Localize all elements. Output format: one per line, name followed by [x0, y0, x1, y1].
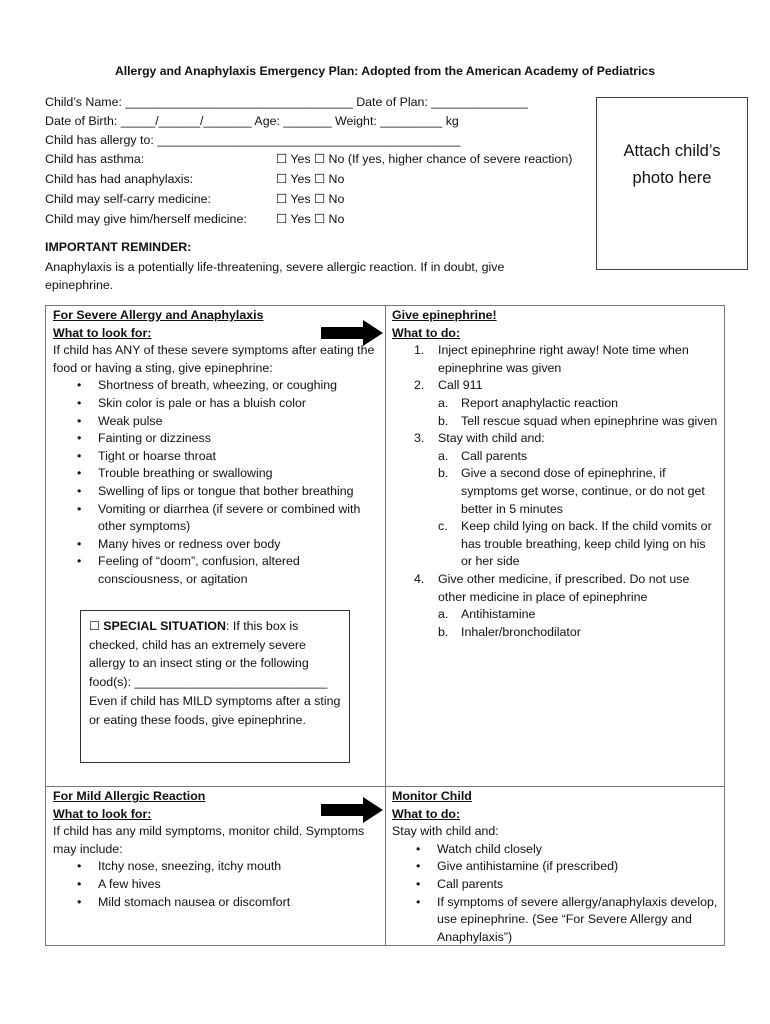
severe-symptom-item: • Feeling of “doom”, confusion, altered consciousness, or agitation [53, 553, 383, 588]
epi-substep-letter: a. [438, 448, 449, 463]
severe-intro: If child has ANY of these severe symptoms after eating the food or having a sting, give epinephrine: [53, 343, 375, 375]
reminder-text: Anaphylaxis is a potentially life-threatening, severe allergic reaction. If in doubt, give epinephrine. [45, 260, 505, 292]
epi-substep [438, 448, 718, 466]
severe-allergy-cell [53, 307, 383, 589]
severe-symptom-item: • Shortness of breath, wheezing, or coughing [53, 377, 383, 395]
epi-substep-letter: b. [438, 413, 449, 428]
childs-name-label: Child’s Name: _________________________________ Date of Plan: ______________ [45, 95, 528, 109]
special-situation-text-2: Even if child has MILD symptoms after a sting or eating these foods, give epinephrine. [89, 693, 341, 727]
epi-step-text: Stay with child and: [438, 431, 545, 446]
special-situation-label: SPECIAL SITUATION [103, 619, 226, 633]
severe-symptom-list [53, 377, 383, 588]
epi-substep [438, 413, 718, 431]
special-situation-text: : If this box is checked, child has an extremely severe allergy to an insect sting or the following food(s): ____________________________ [89, 619, 328, 690]
photo-box [596, 97, 748, 270]
severe-symptom-item: • Many hives or redness over body [53, 536, 383, 554]
monitor-steps-list [392, 841, 718, 947]
epi-step [392, 571, 718, 641]
date-of-birth-field[interactable] [45, 112, 459, 130]
childs-name-field[interactable] [45, 93, 528, 111]
page-title: Allergy and Anaphylaxis Emergency Plan: Adopted from the American Academy of Pediatrics [114, 64, 655, 78]
severe-symptom-item: • Skin color is pale or has a bluish color [53, 395, 383, 413]
epi-substep-list [438, 395, 718, 430]
monitor-what-to-do: What to do: [392, 806, 461, 821]
self-carry-label: Child may self-carry medicine: [45, 192, 211, 206]
special-situation-box [80, 610, 350, 763]
monitor-step-item: • If symptoms of severe allergy/anaphylaxis develop, use epinephrine. (See “For Severe Allergy and Anaphylaxis”) [392, 894, 718, 947]
severe-symptom-item: • Weak pulse [53, 413, 383, 431]
epi-step-number: 1. [414, 343, 425, 358]
mild-symptom-item: • Itchy nose, sneezing, itchy mouth [53, 858, 383, 876]
self-give-label: Child may give him/herself medicine: [45, 212, 247, 226]
epi-step-number: 2. [414, 378, 425, 393]
monitor-step-item: • Give antihistamine (if prescribed) [392, 858, 718, 876]
epi-substep-letter: b. [438, 466, 449, 481]
mild-look-for: What to look for: [53, 806, 152, 821]
epi-substep-letter: a. [438, 607, 449, 622]
mild-heading: For Mild Allergic Reaction [53, 789, 206, 803]
epi-what-to-do: What to do: [392, 325, 461, 340]
epi-substep-text: Report anaphylactic reaction [461, 395, 619, 410]
severe-symptom-item: • Swelling of lips or tongue that bother breathing [53, 483, 383, 501]
anaphylaxis-checkboxes[interactable]: ☐ Yes ☐ No [276, 172, 345, 186]
self-give-checkboxes[interactable]: ☐ Yes ☐ No [276, 212, 345, 226]
epinephrine-cell [392, 307, 718, 641]
epi-step [392, 430, 718, 571]
severe-symptom-item: • Trouble breathing or swallowing [53, 465, 383, 483]
epi-steps-list [392, 342, 718, 641]
epi-substep-letter: c. [438, 519, 448, 534]
epi-substep [438, 395, 718, 413]
allergy-label: Child has allergy to: ____________________________________________ [45, 133, 461, 147]
photo-line-2: photo here [632, 169, 712, 187]
monitor-intro: Stay with child and: [392, 824, 499, 839]
epi-substep [438, 465, 718, 518]
epi-substep-letter: a. [438, 395, 449, 410]
severe-symptom-item: • Fainting or dizziness [53, 430, 383, 448]
photo-line-1: Attach child’s [623, 142, 721, 160]
special-situation-checkbox[interactable]: ☐ [89, 619, 100, 633]
epi-step-text: Call 911 [438, 378, 483, 393]
epi-substep-text: Inhaler/bronchodilator [461, 624, 581, 639]
asthma-checkboxes[interactable]: ☐ Yes ☐ No (If yes, higher chance of severe reaction) [276, 152, 573, 166]
epi-substep-text: Tell rescue squad when epinephrine was given [461, 413, 718, 428]
monitor-step-item: • Watch child closely [392, 841, 718, 859]
allergy-field[interactable] [45, 131, 460, 149]
self-carry-checkboxes[interactable]: ☐ Yes ☐ No [276, 192, 345, 206]
severe-symptom-item: • Tight or hoarse throat [53, 448, 383, 466]
epi-heading: Give epinephrine! [392, 308, 497, 322]
epi-substep-text: Antihistamine [461, 607, 536, 622]
epi-substep [438, 624, 718, 642]
mild-symptom-list [53, 858, 383, 911]
arrow-right-icon [321, 797, 383, 823]
mild-symptom-item: • A few hives [53, 876, 383, 894]
mild-intro: If child has any mild symptoms, monitor child. Symptoms may include: [53, 824, 365, 856]
epi-step-text: Give other medicine, if prescribed. Do not use other medicine in place of epinephrine [438, 571, 690, 604]
mild-symptom-item: • Mild stomach nausea or discomfort [53, 894, 383, 912]
arrow-right-icon [321, 320, 383, 346]
anaphylaxis-label: Child has had anaphylaxis: [45, 172, 194, 186]
dob-label: Date of Birth: _____/______/_______ Age: _______ Weight: _________ kg [45, 114, 459, 128]
epi-substep [438, 606, 718, 624]
epi-step [392, 342, 718, 377]
epi-substep-list [438, 606, 718, 641]
epi-step-number: 4. [414, 571, 425, 586]
epi-substep-list [438, 448, 718, 571]
epi-step [392, 377, 718, 430]
epi-step-text: Inject epinephrine right away! Note time when epinephrine was given [438, 343, 689, 375]
table-divider-horizontal [45, 786, 725, 787]
epi-step-number: 3. [414, 431, 425, 446]
severe-look-for: What to look for: [53, 325, 152, 340]
epi-substep-text: Keep child lying on back. If the child vomits or has trouble breathing, keep child lying on his or her side [461, 519, 712, 569]
epi-substep [438, 518, 718, 571]
epi-substep-letter: b. [438, 624, 449, 639]
monitor-child-cell [392, 788, 718, 946]
reminder-heading: IMPORTANT REMINDER: [45, 240, 192, 254]
monitor-step-item: • Call parents [392, 876, 718, 894]
severe-symptom-item: • Vomiting or diarrhea (if severe or combined with other symptoms) [53, 501, 383, 536]
table-divider-vertical [385, 305, 386, 946]
severe-heading: For Severe Allergy and Anaphylaxis [53, 308, 264, 322]
epi-substep-text: Give a second dose of epinephrine, if symptoms get worse, continue, or do not get better in 5 minutes [461, 466, 705, 516]
epi-substep-text: Call parents [461, 448, 528, 463]
monitor-heading: Monitor Child [392, 789, 472, 803]
asthma-label: Child has asthma: [45, 152, 145, 166]
